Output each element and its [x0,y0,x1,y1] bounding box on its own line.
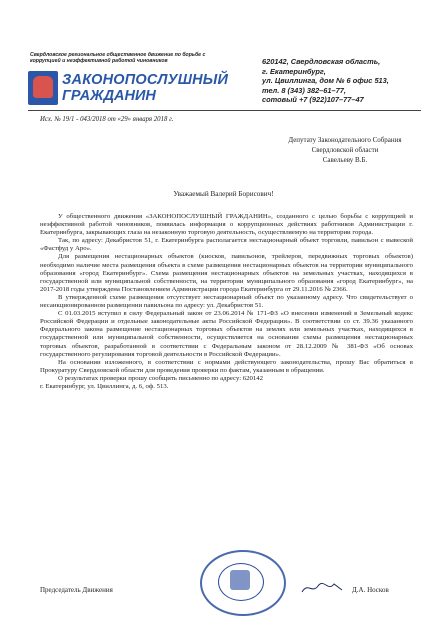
logo-title-line2: ГРАЖДАНИН [62,88,156,104]
signatory-name: Д.А. Носков [352,586,389,594]
address-line: ул. Цвиллинга, дом № 6 офис 513, [262,76,389,86]
paragraph: С 01.03.2015 вступил в силу Федеральный закон от 23.06.2014 № 171-ФЗ «О внесении изменений в Земельный кодекс Российской Федерации и отдельные законодательные акты Российской Федерации». В соответствии со ст. 39.36 указанного Федерального закона размещение нестационарных торговых объектов на землях или земельных участках, находящихся в государственной или муниципальной собственности, осуществляется на основании схемы размещения нестационарных торговых объектов, разработанной в соответствии с Федеральным законом от 28.12.2009 № 381-ФЗ «Об основах государственного регулирования торговой деятельности в Российской Федерации». [40,310,413,358]
greeting: Уважаемый Валерий Борисович! [173,190,274,198]
closing-address: г. Екатеринбург, ул. Цвиллинга, д. 6, оф. 513. [40,382,169,390]
letter-body [40,213,413,391]
outgoing-reference: Исх. № 19/1 - 043/2018 от «29» января 2018 г. [40,116,174,123]
recipient-line: Депутату Законодательного Собрания [288,136,402,144]
paragraph: На основании изложенного, в соответствии с нормами действующего законодательства, прошу Вас обратиться в Прокуратуру Свердловской области для проведения проверки по фактам, указанным в обращении. [40,358,413,374]
address-line: тел. 8 (343) 382–61–77, [262,85,346,95]
signatory-position: Председатель Движения [40,586,113,594]
paragraph: Для размещения нестационарных объектов (киосков, павильонов, трейлеров, передвижных торговых объектов) необходимо наличие места размещения объекта в схеме размещения нестационарных объектов на территории муниципального образования «город Екатеринбург». Схема размещения нестационарных объектов на земельных участках, находящихся в государственной или муниципальной собственности, на территории муниципального образования «город Екатеринбург», на 2017-2018 годы утверждена Постановлением Администрации города Екатеринбурга от 29.11.2016 № 2366. [40,253,413,293]
paragraph: Так, по адресу: Декабристов 51, г. Екатеринбурга располагается нестационарный объект торговли, павильон с вывеской «Фастфуд у Аро». [40,237,413,253]
address-line: сотовый +7 (922)107–77–47 [262,95,364,105]
sender-address [262,57,422,105]
stamp-emblem-icon [230,570,250,590]
paragraph: О результатах проверки прошу сообщить письменно по адресу: 620142 [58,374,264,382]
fist-icon [33,76,53,98]
header-divider [28,110,421,111]
address-line: г. Екатеринбург, [262,66,326,76]
logo-title-line1: ЗАКОНОПОСЛУШНЫЙ [62,72,229,88]
paragraph: У общественного движения «ЗАКОНОПОСЛУШНЫЙ ГРАЖДАНИН», созданного с целью борьбы с коррупцией и неэффективной работой чиновников, появилась информация о коррупционных действиях работников Администрации г. Екатеринбурга, закрывающих глаза на незаконную торговую деятельность, осуществляемую на территории города. [40,213,413,237]
paragraph: В утвержденной схеме размещения отсутствует нестационарный объект по указанному адресу. Что свидетельствует о несанкционированном размещении павильона по адресу: ул. Декабристов 51. [40,293,413,310]
recipient-line: Савельеву В.Б. [322,156,368,165]
recipient-line: Свердловской области [311,146,379,155]
address-line: 620142, Свердловская область, [262,57,381,66]
organization-name: Свердловское региональное общественное движение по борьбе с коррупцией и неэффективной работой чиновников [30,52,206,64]
recipient-block [265,135,425,166]
handwritten-signature [300,580,344,596]
